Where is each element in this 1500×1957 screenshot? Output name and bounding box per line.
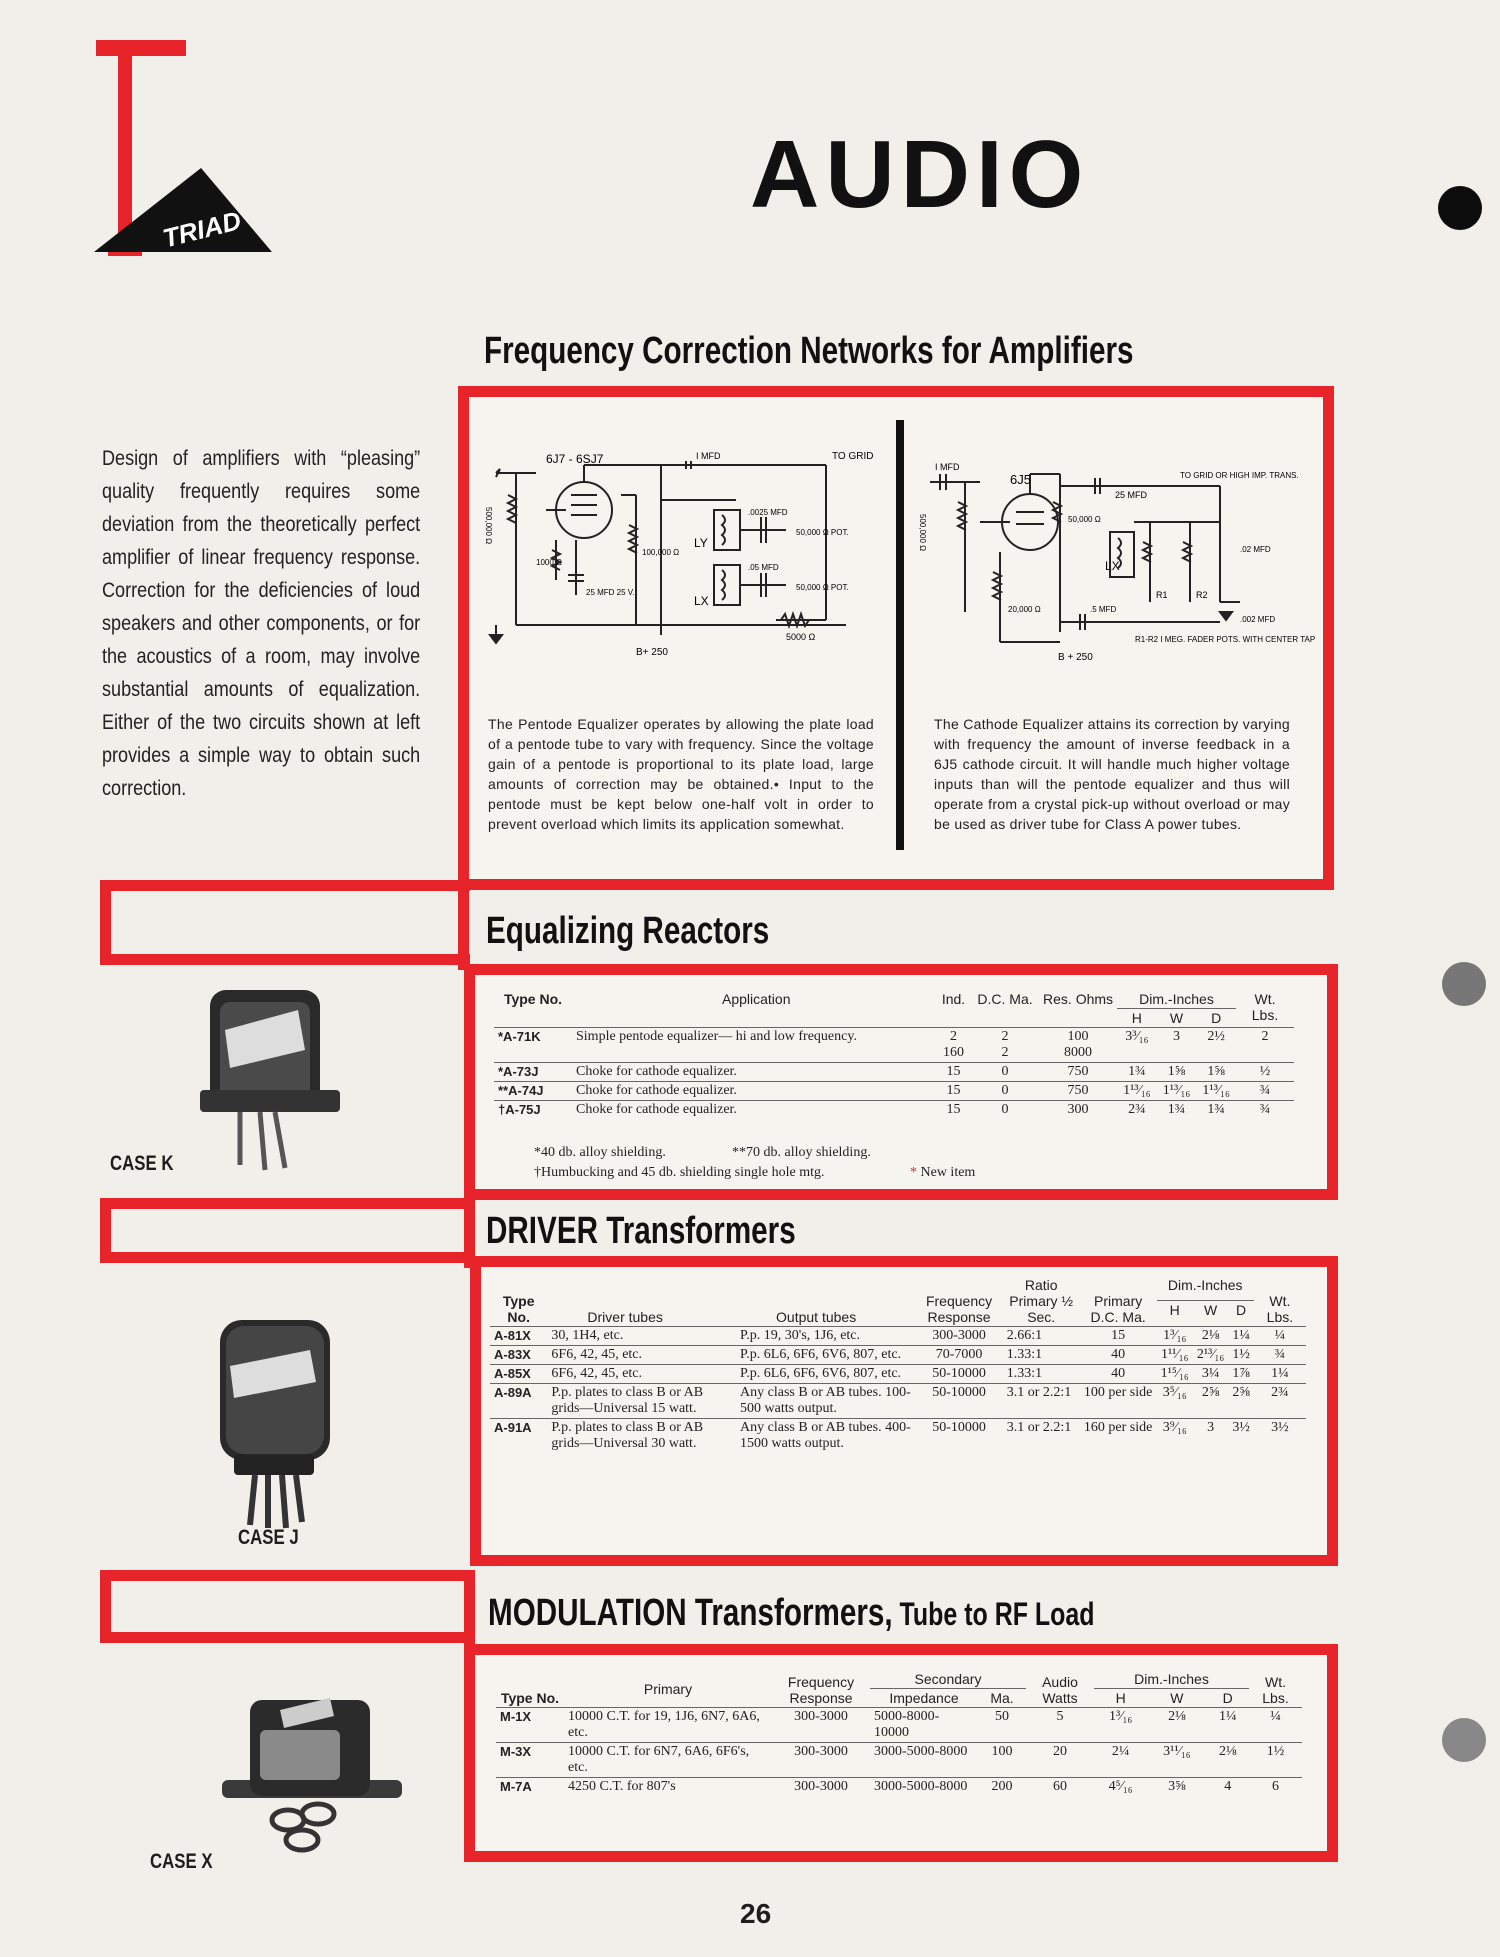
- driver-cell-ratio: 3.1 or 2.2:1: [1003, 1419, 1080, 1454]
- table-row: [490, 1327, 1306, 1346]
- modulation-cell-wt: 6: [1249, 1778, 1302, 1797]
- modulation-header-wt: Wt. Lbs.: [1262, 1674, 1289, 1706]
- driver-cell-h: 1¹⁵⁄₁₆: [1157, 1365, 1193, 1384]
- right-circuit-label-20k: 20,000 Ω: [1008, 605, 1041, 614]
- driver-cell-wt: 3½: [1254, 1419, 1306, 1454]
- modulation-rows: [496, 1708, 1302, 1797]
- left-circuit-label-pot2: 50,000 Ω POT.: [796, 583, 849, 592]
- right-circuit-label-tube: 6J5: [1010, 472, 1031, 487]
- logo-triangle-icon: [86, 156, 276, 260]
- right-circuit-label-25mfd: 25 MFD: [1115, 490, 1148, 500]
- left-circuit-label-1mfd: I MFD: [696, 451, 721, 461]
- driver-cell-freq: 70-7000: [915, 1346, 1002, 1365]
- right-circuit-label-50k: 50,000 Ω: [1068, 515, 1101, 524]
- reactors-cell-wt: ¾: [1236, 1082, 1294, 1101]
- driver-cell-output: Any class B or AB tubes. 100-500 watts output.: [736, 1384, 915, 1419]
- modulation-header-impedance: Impedance: [889, 1690, 959, 1706]
- reactors-cell-wt: ¾: [1236, 1101, 1294, 1120]
- right-circuit-label-to-grid: TO GRID OR HIGH IMP. TRANS.: [1180, 471, 1299, 480]
- freq-section-title: Frequency Correction Networks for Amplifiers: [484, 330, 1134, 372]
- table-row: [490, 1384, 1306, 1419]
- right-circuit-label-02: .02 MFD: [1240, 545, 1271, 554]
- driver-cell-primary: 160 per side: [1080, 1419, 1157, 1454]
- driver-cell-h: 1¹¹⁄₁₆: [1157, 1346, 1193, 1365]
- driver-cell-driver: 6F6, 42, 45, etc.: [547, 1346, 736, 1365]
- modulation-cell-wt: 1½: [1249, 1743, 1302, 1778]
- modulation-cell-impedance: 3000-5000-8000: [870, 1743, 978, 1778]
- driver-header-type: Type No.: [502, 1293, 535, 1325]
- driver-header-driver: Driver tubes: [587, 1309, 663, 1325]
- modulation-cell-type: M-3X: [496, 1743, 564, 1778]
- driver-cell-ratio: 2.66:1: [1003, 1327, 1080, 1346]
- reactors-cell-dc: 0: [971, 1082, 1039, 1101]
- modulation-left-vert: [464, 1570, 475, 1650]
- modulation-header-ma: Ma.: [990, 1690, 1014, 1706]
- reactors-cell-h: 3³⁄₁₆: [1117, 1028, 1157, 1063]
- driver-cell-type: A-91A: [490, 1419, 547, 1454]
- logo-t-top: [96, 40, 186, 56]
- modulation-cell-h: 2¼: [1094, 1743, 1147, 1778]
- driver-cell-type: A-83X: [490, 1346, 547, 1365]
- driver-left-bar: [100, 1198, 470, 1209]
- driver-cell-driver: P.p. plates to class B or AB grids—Universal 15 watt.: [547, 1384, 736, 1419]
- reactors-cell-w: 1¾: [1157, 1101, 1197, 1120]
- freq-panel-left-bracket: [100, 880, 470, 891]
- reactors-left-vert: [458, 880, 469, 970]
- driver-cell-freq: 50-10000: [915, 1365, 1002, 1384]
- driver-cell-w: 3¼: [1193, 1365, 1229, 1384]
- driver-header-freq: Frequency Response: [925, 1293, 993, 1325]
- driver-cell-output: Any class B or AB tubes. 400-1500 watts output.: [736, 1419, 915, 1454]
- modulation-cell-freq: 300-3000: [772, 1778, 870, 1797]
- driver-left-bar-2: [100, 1252, 470, 1263]
- reactors-cell-res: 750: [1039, 1082, 1117, 1101]
- modulation-table: [496, 1670, 1302, 1796]
- binder-hole-top: [1438, 186, 1482, 230]
- left-circuit-label-500k: 500,000 Ω: [484, 507, 493, 545]
- driver-cell-w: 2¹³⁄₁₆: [1193, 1346, 1229, 1365]
- modulation-title-bold: MODULATION: [488, 1592, 687, 1634]
- table-row: [490, 1419, 1306, 1454]
- driver-cell-primary: 100 per side: [1080, 1384, 1157, 1419]
- table-row: [496, 1778, 1302, 1797]
- reactors-cell-d: 1¹³⁄₁₆: [1196, 1082, 1236, 1101]
- driver-cell-d: 1¼: [1228, 1327, 1254, 1346]
- left-circuit-label-to-grid: TO GRID: [832, 451, 874, 462]
- reactors-header-dim: Dim.-Inches: [1117, 990, 1236, 1009]
- reactors-cell-wt: ½: [1236, 1063, 1294, 1082]
- page-title: AUDIO: [750, 121, 1090, 228]
- reactors-cell-dc: 0: [971, 1101, 1039, 1120]
- driver-header-h: H: [1169, 1302, 1180, 1319]
- driver-cell-h: 3⁵⁄₁₆: [1157, 1384, 1193, 1419]
- modulation-cell-d: 4: [1206, 1778, 1249, 1797]
- modulation-cell-h: 4⁵⁄₁₆: [1094, 1778, 1147, 1797]
- case-k-label: CASE K: [110, 1152, 174, 1175]
- driver-header-d: D: [1236, 1302, 1247, 1319]
- table-row: [494, 1101, 1294, 1120]
- table-row: [490, 1346, 1306, 1365]
- driver-cell-driver: 6F6, 42, 45, etc.: [547, 1365, 736, 1384]
- driver-cell-ratio: 3.1 or 2.2:1: [1003, 1384, 1080, 1419]
- reactors-header-h: H: [1131, 1010, 1142, 1026]
- reactors-header-ind: Ind.: [941, 991, 966, 1007]
- cathode-equalizer-schematic: [920, 462, 1320, 677]
- table-row: [496, 1708, 1302, 1743]
- reactors-note-3: †Humbucking and 45 db. shielding single hole mtg.: [534, 1165, 825, 1180]
- modulation-header-dim: Dim.-Inches: [1094, 1670, 1249, 1689]
- case-j-label: CASE J: [238, 1526, 299, 1549]
- driver-cell-freq: 50-10000: [915, 1419, 1002, 1454]
- reactors-left-bar: [100, 954, 470, 965]
- reactors-title: Equalizing Reactors: [486, 910, 770, 952]
- driver-title: [486, 1210, 796, 1253]
- modulation-cell-ma: 50: [978, 1708, 1026, 1743]
- reactors-cell-h: 1¾: [1117, 1063, 1157, 1082]
- left-circuit-label-1000: 1000 Ω: [536, 558, 562, 567]
- driver-header-w: W: [1203, 1302, 1218, 1319]
- left-circuit-label-5000: 5000 Ω: [786, 632, 816, 642]
- driver-cell-d: 1⅞: [1228, 1365, 1254, 1384]
- right-circuit-label-002: .002 MFD: [1240, 615, 1276, 624]
- page-number: 26: [740, 1898, 772, 1929]
- driver-cell-h: 1³⁄₁₆: [1157, 1327, 1193, 1346]
- reactors-cell-type: **A-74J: [494, 1082, 572, 1101]
- reactors-cell-res: 300: [1039, 1101, 1117, 1120]
- reactors-header-wt: Wt. Lbs.: [1251, 991, 1279, 1023]
- reactors-cell-h: 2¾: [1117, 1101, 1157, 1120]
- reactors-note-1: *40 db. alloy shielding.: [534, 1145, 666, 1160]
- right-circuit-label-1mfd: I MFD: [935, 462, 960, 472]
- left-circuit-label-25mfd: 25 MFD 25 V.: [586, 588, 635, 597]
- case-j-product-image: [210, 1310, 350, 1530]
- modulation-header-w: W: [1170, 1690, 1184, 1706]
- left-circuit-label-b250: B+ 250: [636, 647, 668, 658]
- reactors-table: [494, 990, 1294, 1119]
- cathode-equalizer-caption: The Cathode Equalizer attains its correction by varying with frequency the amount of inverse feedback in a 6J5 cathode circuit. It will handle much higher voltage inputs than will the pentode equalizer and thus will operate from a crystal pick-up without overload or may be used as driver tube for Class A power tubes.: [934, 716, 1290, 832]
- driver-cell-h: 3⁹⁄₁₆: [1157, 1419, 1193, 1454]
- driver-header-primary: Primary D.C. Ma.: [1090, 1293, 1146, 1325]
- reactors-cell-type: *A-71K: [494, 1028, 572, 1063]
- modulation-left-bar: [100, 1570, 470, 1581]
- table-row: [494, 1082, 1294, 1101]
- right-circuit-label-r2: R2: [1196, 590, 1208, 600]
- reactors-cell-res: 100 8000: [1039, 1028, 1117, 1063]
- circuit-divider: [896, 420, 904, 850]
- modulation-cell-d: 1¼: [1206, 1708, 1249, 1743]
- reactors-cell-res: 750: [1039, 1063, 1117, 1082]
- reactors-header-dc: D.C. Ma.: [977, 991, 1033, 1007]
- modulation-cell-ma: 100: [978, 1743, 1026, 1778]
- driver-cell-primary: 40: [1080, 1346, 1157, 1365]
- driver-title-rest: Transformers: [597, 1210, 796, 1252]
- modulation-cell-audio: 20: [1026, 1743, 1094, 1778]
- modulation-header-d: D: [1222, 1690, 1233, 1706]
- right-circuit-label-fader: R1-R2 I MEG. FADER POTS. WITH CENTER TAP: [1135, 635, 1316, 644]
- table-row: [494, 1063, 1294, 1082]
- modulation-header-h: H: [1115, 1690, 1126, 1706]
- left-circuit-label-0025: .0025 MFD: [748, 508, 788, 517]
- driver-cell-output: P.p. 6L6, 6F6, 6V6, 807, etc.: [736, 1365, 915, 1384]
- reactors-cell-w: 1¹³⁄₁₆: [1157, 1082, 1197, 1101]
- right-circuit-label-r1: R1: [1156, 590, 1168, 600]
- modulation-left-bar-2: [100, 1632, 470, 1643]
- reactors-cell-type: †A-75J: [494, 1101, 572, 1120]
- left-circuit-label-100k: 100,000 Ω: [642, 548, 680, 557]
- modulation-cell-type: M-1X: [496, 1708, 564, 1743]
- reactors-header-d: D: [1211, 1010, 1222, 1026]
- modulation-cell-type: M-7A: [496, 1778, 564, 1797]
- reactors-cell-application: Simple pentode equalizer— hi and low frequency.: [572, 1028, 936, 1063]
- driver-cell-freq: 50-10000: [915, 1384, 1002, 1419]
- reactors-cell-w: 1⅝: [1157, 1063, 1197, 1082]
- modulation-title-rest: Transformers,: [686, 1592, 893, 1634]
- modulation-header-type: Type No.: [500, 1690, 560, 1706]
- pentode-equalizer-caption: The Pentode Equalizer operates by allowing the plate load of a pentode tube to vary with frequency. Since the voltage gain of a pentode is proportional to its plate load, large amounts of correction may be obtained.• Input to the pentode must be kept below one-half volt in order to prevent overload which limits its application somewhat.: [488, 716, 874, 832]
- left-circuit-label-ly: LY: [694, 536, 708, 550]
- driver-cell-ratio: 1.33:1: [1003, 1365, 1080, 1384]
- reactors-cell-application: Choke for cathode equalizer.: [572, 1082, 936, 1101]
- table-row: [494, 1028, 1294, 1063]
- reactors-cell-ind: 2 160: [936, 1028, 971, 1063]
- reactors-note-2: **70 db. alloy shielding.: [732, 1145, 871, 1160]
- bracket-vert-1: [100, 880, 111, 964]
- reactors-cell-type: *A-73J: [494, 1063, 572, 1082]
- modulation-cell-audio: 5: [1026, 1708, 1094, 1743]
- modulation-cell-wt: ¼: [1249, 1708, 1302, 1743]
- reactors-rows: [494, 1028, 1294, 1120]
- driver-cell-d: 1½: [1228, 1346, 1254, 1365]
- modulation-header-primary: Primary: [643, 1680, 693, 1697]
- logo-brand-text: TRIAD: [159, 205, 244, 254]
- left-circuit-label-pot1: 50,000 Ω POT.: [796, 528, 849, 537]
- right-circuit-label-lx: LX: [1105, 559, 1120, 573]
- driver-title-bold: DRIVER: [486, 1210, 598, 1252]
- driver-cell-driver: 30, 1H4, etc.: [547, 1327, 736, 1346]
- driver-cell-primary: 15: [1080, 1327, 1157, 1346]
- triad-logo: [86, 40, 286, 260]
- modulation-header-secondary: Secondary: [870, 1670, 1026, 1689]
- table-row: [496, 1743, 1302, 1778]
- modulation-cell-d: 2⅛: [1206, 1743, 1249, 1778]
- modulation-cell-w: 3⅝: [1147, 1778, 1206, 1797]
- driver-header-wt: Wt. Lbs.: [1266, 1293, 1294, 1325]
- modulation-cell-primary: 4250 C.T. for 807's: [564, 1778, 772, 1797]
- left-circuit-label-05: .05 MFD: [748, 563, 779, 572]
- reactors-cell-ind: 15: [936, 1063, 971, 1082]
- driver-cell-wt: 2¾: [1254, 1384, 1306, 1419]
- modulation-cell-primary: 10000 C.T. for 19, 1J6, 6N7, 6A6, etc.: [564, 1708, 772, 1743]
- driver-cell-driver: P.p. plates to class B or AB grids—Universal 30 watt.: [547, 1419, 736, 1454]
- driver-header-ratio: Ratio Primary ½ Sec.: [1009, 1277, 1074, 1325]
- new-item-text: New item: [920, 1165, 976, 1180]
- left-circuit-label-tube: 6J7 - 6SJ7: [546, 452, 604, 466]
- reactors-header-w: W: [1169, 1010, 1184, 1026]
- modulation-title-sub: Tube to RF Load: [892, 1596, 1095, 1632]
- reactors-header-res: Res. Ohms: [1043, 991, 1114, 1007]
- modulation-title: [488, 1592, 1095, 1635]
- driver-cell-wt: 1¼: [1254, 1365, 1306, 1384]
- modulation-cell-impedance: 3000-5000-8000: [870, 1778, 978, 1797]
- driver-cell-d: 2⅝: [1228, 1384, 1254, 1419]
- binder-hole-bottom: [1442, 1718, 1486, 1762]
- driver-header-output: Output tubes: [776, 1309, 857, 1325]
- modulation-cell-audio: 60: [1026, 1778, 1094, 1797]
- new-item-marker: *: [910, 1165, 917, 1180]
- driver-table: [490, 1276, 1306, 1453]
- reactors-header-type: Type No.: [503, 991, 563, 1007]
- binder-hole-middle: [1442, 962, 1486, 1006]
- case-x-label: CASE X: [150, 1850, 213, 1873]
- reactors-cell-dc: 0: [971, 1063, 1039, 1082]
- case-x-product-image: [210, 1670, 410, 1860]
- driver-cell-primary: 40: [1080, 1365, 1157, 1384]
- reactors-header-application: Application: [722, 991, 791, 1007]
- driver-cell-wt: ¼: [1254, 1327, 1306, 1346]
- driver-header-dim: Dim.-Inches: [1157, 1276, 1254, 1301]
- modulation-header-audio: Audio Watts: [1042, 1674, 1078, 1706]
- modulation-cell-h: 1³⁄₁₆: [1094, 1708, 1147, 1743]
- right-circuit-label-500k: 500,000 Ω: [918, 514, 927, 552]
- modulation-cell-w: 3¹¹⁄₁₆: [1147, 1743, 1206, 1778]
- modulation-cell-primary: 10000 C.T. for 6N7, 6A6, 6F6's, etc.: [564, 1743, 772, 1778]
- driver-cell-type: A-81X: [490, 1327, 547, 1346]
- driver-rows: [490, 1327, 1306, 1454]
- modulation-cell-freq: 300-3000: [772, 1708, 870, 1743]
- reactors-new-item-note: [910, 1165, 975, 1181]
- modulation-cell-freq: 300-3000: [772, 1743, 870, 1778]
- driver-cell-freq: 300-3000: [915, 1327, 1002, 1346]
- reactors-cell-ind: 15: [936, 1082, 971, 1101]
- reactors-cell-h: 1¹³⁄₁₆: [1117, 1082, 1157, 1101]
- modulation-cell-w: 2⅛: [1147, 1708, 1206, 1743]
- driver-cell-w: 2⅝: [1193, 1384, 1229, 1419]
- modulation-header-freq: Frequency Response: [787, 1674, 855, 1706]
- right-circuit-label-5mfd: .5 MFD: [1090, 605, 1117, 614]
- driver-cell-output: P.p. 6L6, 6F6, 6V6, 807, etc.: [736, 1346, 915, 1365]
- reactors-cell-d: 2½: [1196, 1028, 1236, 1063]
- modulation-cell-impedance: 5000-8000-10000: [870, 1708, 978, 1743]
- pentode-equalizer-schematic: [484, 451, 886, 670]
- driver-cell-output: P.p. 19, 30's, 1J6, etc.: [736, 1327, 915, 1346]
- reactors-cell-application: Choke for cathode equalizer.: [572, 1101, 936, 1120]
- reactors-cell-dc: 2 2: [971, 1028, 1039, 1063]
- driver-cell-ratio: 1.33:1: [1003, 1346, 1080, 1365]
- modulation-cell-ma: 200: [978, 1778, 1026, 1797]
- intro-paragraph: Design of amplifiers with “pleasing” quality frequently requires some deviation from the theoretically perfect amplifier of linear frequency response. Correction for the deficiencies of loud speakers and other components, or for the acoustics of a room, may involve substantial amounts of equalization. Either of the two circuits shown at left provides a simple way to obtain such correction.: [102, 447, 421, 800]
- left-circuit-label-lx: LX: [694, 594, 709, 608]
- reactors-cell-w: 3: [1157, 1028, 1197, 1063]
- driver-cell-type: A-85X: [490, 1365, 547, 1384]
- right-circuit-label-b250: B + 250: [1058, 652, 1093, 663]
- reactors-cell-d: 1⅝: [1196, 1063, 1236, 1082]
- driver-cell-wt: ¾: [1254, 1346, 1306, 1365]
- table-row: [490, 1365, 1306, 1384]
- reactors-cell-application: Choke for cathode equalizer.: [572, 1063, 936, 1082]
- reactors-cell-d: 1¾: [1196, 1101, 1236, 1120]
- reactors-cell-ind: 15: [936, 1101, 971, 1120]
- case-k-product-image: [180, 980, 360, 1170]
- driver-cell-type: A-89A: [490, 1384, 547, 1419]
- driver-cell-w: 3: [1193, 1419, 1229, 1454]
- driver-cell-w: 2⅛: [1193, 1327, 1229, 1346]
- driver-cell-d: 3½: [1228, 1419, 1254, 1454]
- reactors-cell-wt: 2: [1236, 1028, 1294, 1063]
